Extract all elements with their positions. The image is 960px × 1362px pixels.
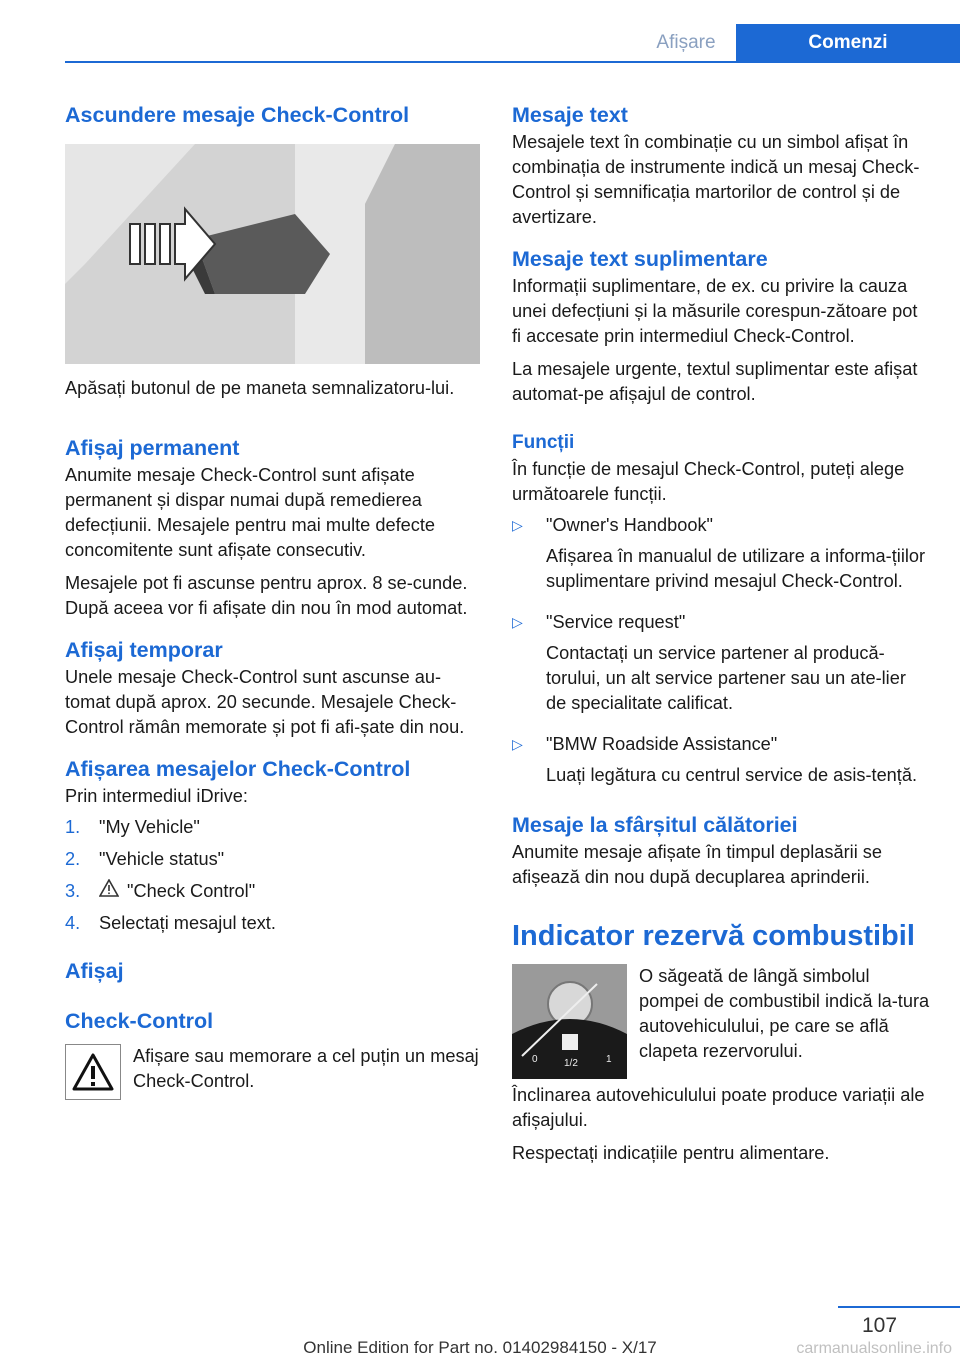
fuel-text-2: Înclinarea autovehiculului poate produce variații ale afișajului. bbox=[512, 1085, 925, 1130]
heading-end-of-trip: Mesaje la sfârșitul călătoriei bbox=[512, 813, 798, 837]
fuel-gauge-icon bbox=[512, 964, 627, 1079]
list-item: 1. "My Vehicle" bbox=[65, 817, 200, 837]
end-of-trip-text: Anumite mesaje afișate în timpul deplasării se afișează din nou după decuplarea aprinderii. bbox=[512, 842, 882, 887]
steps-list bbox=[65, 815, 483, 936]
supplementary-text-1: Informații suplimentare, de ex. cu privire la cauza unei defecțiuni și la măsurile corespun-zătoare pot fi accesate prin intermediul Check-Control. bbox=[512, 276, 918, 346]
fuel-text-3: Respectați indicațiile pentru alimentare. bbox=[512, 1143, 830, 1163]
page-number: 107 bbox=[862, 1314, 898, 1337]
hide-instructions: Apăsați butonul de pe maneta semnalizatoru-lui. bbox=[65, 378, 455, 398]
check-control-text: Afișare sau memorare a cel puțin un mesaj Check-Control. bbox=[133, 1046, 479, 1091]
text-messages-body: Mesajele text în combinație cu un simbol afișat în combinația de instrumente indică un mesaj Check-Control și semnificația martorilor de control și de avertizare. bbox=[512, 132, 920, 227]
svg-text:1: 1 bbox=[606, 1054, 612, 1065]
heading-text-messages: Mesaje text bbox=[512, 103, 628, 127]
heading-hide-messages: Ascundere mesaje Check-Control bbox=[65, 103, 410, 127]
list-item: 4. Selectați mesajul text. bbox=[65, 913, 276, 933]
permanent-text-1: Anumite mesaje Check-Control sunt afișate permanent și dispar numai după remedierea defecțiunii. Mesajele pentru mai multe defecte concomitente sunt afișate consecutiv. bbox=[65, 465, 436, 560]
list-item: ▷ "Owner's Handbook" Afișarea în manualul de utilizare a informa-țiilor suplimentare privind mesajul Check-Control. bbox=[512, 513, 930, 600]
heading-display: Afișaj bbox=[65, 959, 124, 983]
list-item: ▷ "Service request" Contactați un service partener al producă-torului, un alt service partener sau un ate-lier de specialitate calificat. bbox=[512, 610, 930, 722]
heading-show-messages: Afișarea mesajelor Check-Control bbox=[65, 757, 411, 781]
svg-text:0: 0 bbox=[532, 1054, 538, 1065]
permanent-text-2: Mesajele pot fi ascunse pentru aprox. 8 se-cunde. După aceea vor fi afișate din nou în mod automat. bbox=[65, 573, 468, 618]
fuel-gauge-image bbox=[512, 964, 627, 1079]
left-column bbox=[65, 100, 483, 1100]
heading-permanent: Afișaj permanent bbox=[65, 436, 240, 460]
triangle-bullet-icon: ▷ bbox=[512, 736, 523, 752]
triangle-bullet-icon: ▷ bbox=[512, 614, 523, 630]
check-control-row bbox=[65, 1044, 483, 1100]
heading-temporary: Afișaj temporar bbox=[65, 638, 223, 662]
footer-rule bbox=[838, 1306, 960, 1308]
list-item: ▷ "BMW Roadside Assistance" Luați legătura cu centrul service de asis-tență. bbox=[512, 732, 930, 794]
tab-afisare[interactable]: Afișare bbox=[656, 32, 716, 53]
lever-illustration-icon bbox=[65, 144, 480, 364]
tab-comenzi[interactable]: Comenzi bbox=[736, 24, 960, 61]
triangle-bullet-icon: ▷ bbox=[512, 517, 523, 533]
warning-icon bbox=[99, 879, 119, 904]
list-item: 2. "Vehicle status" bbox=[65, 849, 225, 869]
warning-triangle-icon bbox=[65, 1044, 121, 1100]
svg-text:1/2: 1/2 bbox=[564, 1058, 578, 1069]
heading-check-control: Check-Control bbox=[65, 1009, 214, 1033]
show-intro: Prin intermediul iDrive: bbox=[65, 786, 248, 806]
list-item: 3. "Check Control" bbox=[65, 879, 483, 904]
watermark: carmanualsonline.info bbox=[796, 1340, 952, 1357]
functions-list bbox=[512, 513, 930, 794]
temporary-text: Unele mesaje Check-Control sunt ascunse au-tomat după aprox. 20 secunde. Mesajele Check-Control rămân memorate și pot fi afi-șate din nou. bbox=[65, 667, 465, 737]
turn-signal-lever-image bbox=[65, 144, 480, 364]
heading-supplementary: Mesaje text suplimentare bbox=[512, 247, 768, 271]
supplementary-text-2: La mesajele urgente, textul suplimentar este afișat automat-pe afișajul de control. bbox=[512, 359, 918, 404]
fuel-gauge-row bbox=[512, 964, 930, 1079]
header-rule bbox=[65, 61, 960, 63]
heading-functions: Funcții bbox=[512, 432, 575, 453]
right-column bbox=[512, 100, 930, 1166]
fuel-text-1: O săgeată de lângă simbolul pompei de combustibil indică la-tura autovehiculului, pe care se află clapeta rezervorului. bbox=[639, 966, 930, 1061]
heading-fuel-gauge: Indicator rezervă combustibil bbox=[512, 920, 915, 952]
functions-intro: În funcție de mesajul Check-Control, puteți alege următoarele funcții. bbox=[512, 459, 905, 504]
edition-info: Online Edition for Part no. 01402984150 - X/17 bbox=[303, 1338, 657, 1357]
